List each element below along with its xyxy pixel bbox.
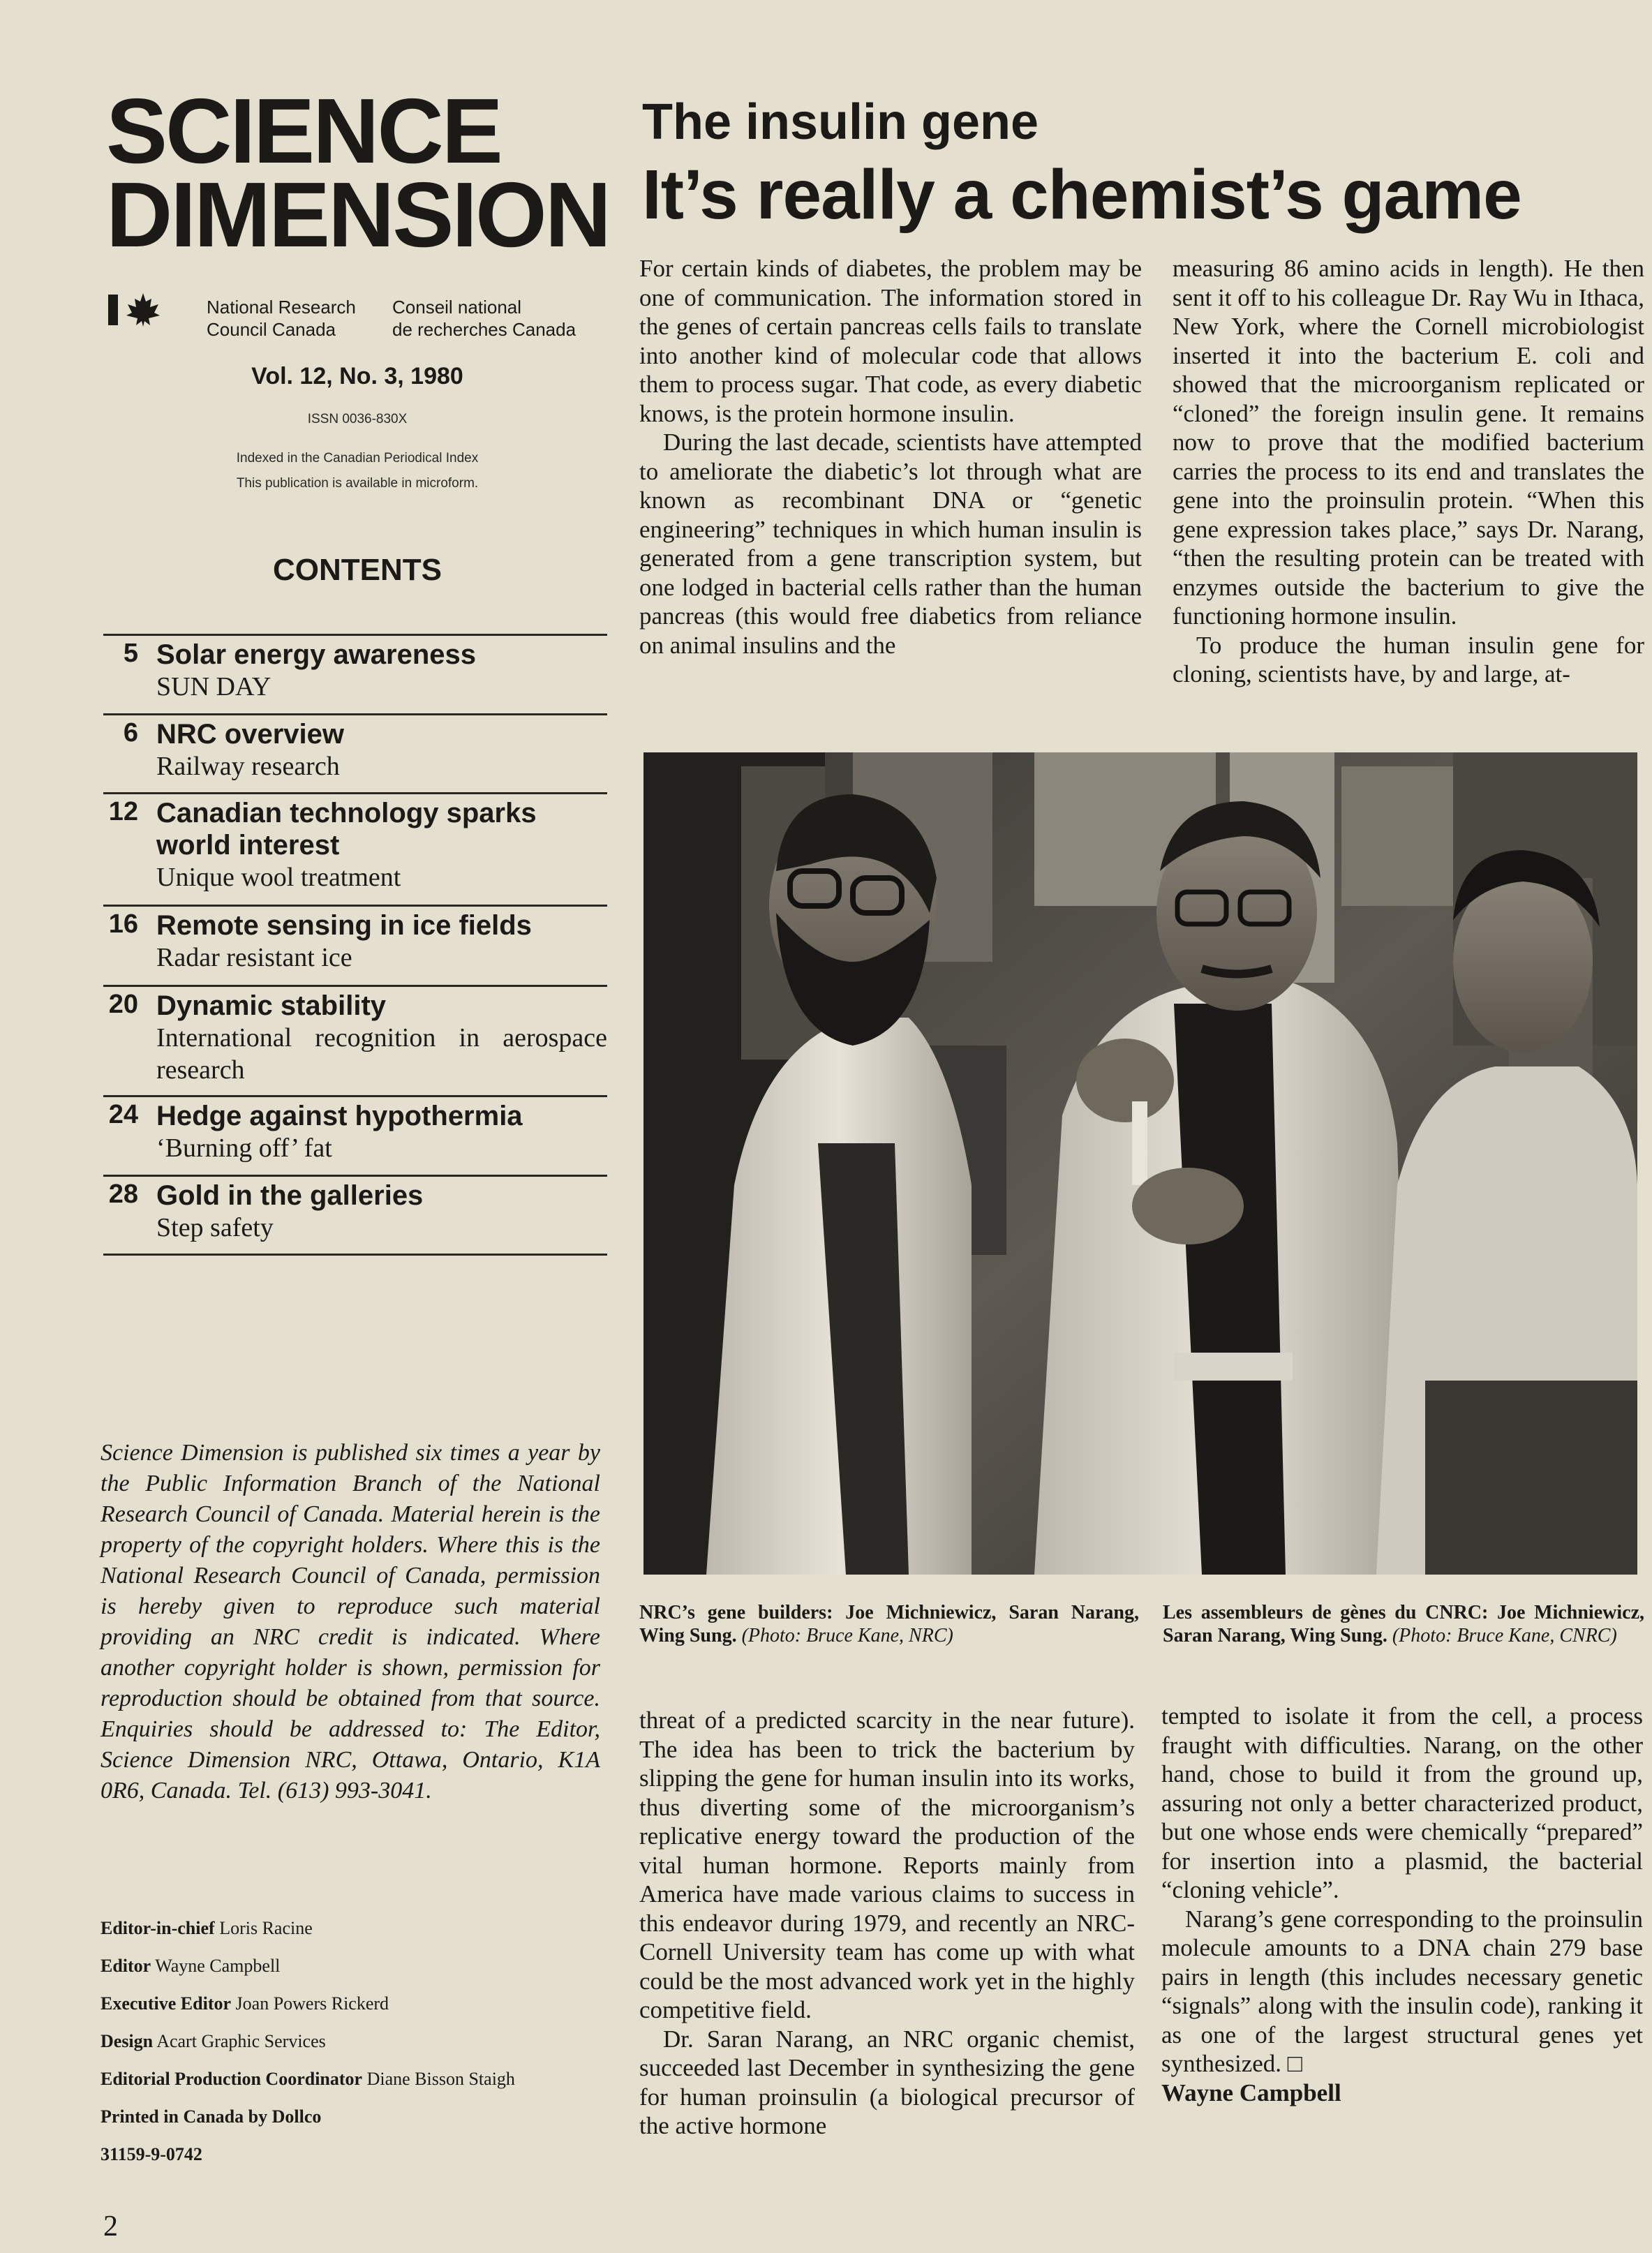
toc-subtitle: International recognition in aerospace research bbox=[156, 1023, 607, 1085]
article-column-3 bbox=[639, 1706, 1135, 2141]
toc-item[interactable] bbox=[103, 634, 607, 713]
paragraph: During the last decade, scientists have attempted to ameliorate the diabetic’s lot through what are known as recombinant DNA or “genetic engineering” techniques in which human insulin is generated from a gene transcription system, but one lodged in bacterial cells rather than the human pancreas (this would free diabetics from reliance on animal insulins and the bbox=[639, 429, 1142, 659]
toc-title: NRC overview bbox=[156, 719, 344, 750]
toc-title: Canadian technology sparks world interest bbox=[156, 798, 537, 861]
toc-title: Solar energy awareness bbox=[156, 639, 477, 670]
issn: ISSN 0036-830X bbox=[307, 412, 408, 426]
toc-subtitle: SUN DAY bbox=[156, 672, 271, 701]
toc-subtitle: ‘Burning off’ fat bbox=[156, 1133, 332, 1163]
publication-note: Science Dimension is published six times a year by the Public Information Branch of the National Research Council of Canada. Material herein is the property of the copyright holders. Where this is the National Research Council of Canada, permission is hereby given to reproduce such material providing an NRC credit is indicated. Where another copyright holder is shown, permission for reproduction should be obtained from that source. Enquiries should be addressed to: The Editor, Science Dimension NRC, Ottawa, Ontario, K1A 0R6, Canada. Tel. (613) 993-3041. bbox=[101, 1440, 600, 1804]
paragraph: measuring 86 amino acids in length). He then sent it off to his colleague Dr. Ray Wu in Ithaca, New York, where the Cornell microbiologist inserted it into the bacterium E. coli and showed that the microorganism replicated or “cloned” the foreign insulin gene. It remains now to prove that the modified bacterium carries the process to its end and translates the gene into the proinsulin protein. “When this gene expression takes place,” says Dr. Narang, “then the resulting protein can be treated with enzymes outside the bacterium to give the functioning hormone insulin. bbox=[1173, 255, 1644, 630]
paragraph: threat of a predicted scarcity in the near future). The idea has been to trick the bacterium by slipping the gene for human insulin into its works, thus diverting some of the microorganism’s replicative energy toward the production of the vital human hormone. Reports mainly from America have made various claims to success in this endeavor during 1979, and recently an NRC-Cornell University team has come up with what could be the most advanced work yet in the highly competitive field. bbox=[639, 1707, 1135, 2023]
toc-title: Hedge against hypothermia bbox=[156, 1101, 523, 1131]
paragraph: To produce the human insulin gene for cloning, scientists have, by and large, at- bbox=[1173, 631, 1644, 687]
canada-flag-icon bbox=[108, 292, 171, 328]
article-column-2 bbox=[1173, 254, 1644, 689]
issue-volume: Vol. 12, No. 3, 1980 bbox=[251, 363, 463, 389]
index-note: Indexed in the Canadian Periodical Index bbox=[236, 451, 479, 466]
publisher-en: National Research Council Canada bbox=[207, 297, 356, 340]
paragraph: For certain kinds of diabetes, the problem may be one of communication. The information stored in the genes of certain pancreas cells fails to translate into another kind of molecular code that allows them to process sugar. That code, as every diabetic knows, is the protein hormone insulin. bbox=[639, 255, 1142, 427]
article-column-1 bbox=[639, 254, 1142, 660]
credit-line: Executive Editor Joan Powers Rickerd bbox=[101, 1993, 389, 2014]
credit-line: Printed in Canada by Dollco bbox=[101, 2106, 322, 2127]
credit-line: Editor Wayne Campbell bbox=[101, 1956, 281, 1976]
credit-line: Editorial Production Coordinator Diane Bisson Staigh bbox=[101, 2069, 515, 2089]
photo-caption-en: NRC’s gene builders: Joe Michniewicz, Saran Narang, Wing Sung. (Photo: Bruce Kane, NRC) bbox=[639, 1602, 1139, 1646]
masthead-line-1: SCIENCE bbox=[106, 80, 501, 182]
paragraph: Dr. Saran Narang, an NRC organic chemist, succeeded last December in synthesizing the gene for human proinsulin (a biological precursor of the active hormone bbox=[639, 2025, 1135, 2139]
microform-note: This publication is available in microform. bbox=[236, 476, 479, 491]
author-byline: Wayne Campbell bbox=[1161, 2079, 1341, 2106]
toc-item[interactable] bbox=[103, 792, 607, 905]
toc-item[interactable] bbox=[103, 985, 607, 1095]
paragraph: Narang’s gene corresponding to the proinsulin molecule amounts to a DNA chain 279 base pairs in length (this includes necessary genetic “signals” along with the insulin code), ranking it as one of the largest structural genes yet synthesized. □ bbox=[1161, 1905, 1643, 2077]
credit-line: Editor-in-chief Loris Racine bbox=[101, 1918, 313, 1938]
toc-page-number: 12 bbox=[108, 797, 138, 826]
article-column-4 bbox=[1161, 1702, 1643, 2107]
toc-page-number: 6 bbox=[123, 718, 138, 748]
contents-heading: CONTENTS bbox=[273, 553, 442, 587]
toc-item[interactable] bbox=[103, 1175, 607, 1256]
paragraph: tempted to isolate it from the cell, a process fraught with difficulties. Narang, on the other hand, chose to build it from the ground up, assuring not only a better characterized product, but one whose ends were chemically “prepared” for insertion into a plasmid, the bacterial “cloning vehicle”. bbox=[1161, 1702, 1643, 1903]
credit-line: 31159-9-0742 bbox=[101, 2144, 202, 2164]
toc-page-number: 16 bbox=[108, 909, 138, 939]
toc-page-number: 5 bbox=[123, 639, 138, 668]
toc-subtitle: Radar resistant ice bbox=[156, 943, 352, 972]
credit-line: Design Acart Graphic Services bbox=[101, 2031, 326, 2051]
page-number: 2 bbox=[103, 2210, 118, 2243]
masthead-line-2: DIMENSION bbox=[106, 163, 610, 266]
masthead-title bbox=[106, 80, 610, 266]
toc-page-number: 24 bbox=[108, 1100, 138, 1129]
toc-title: Gold in the galleries bbox=[156, 1180, 424, 1211]
toc-item[interactable] bbox=[103, 905, 607, 985]
article-headline: It’s really a chemist’s game bbox=[642, 156, 1521, 234]
toc-subtitle: Step safety bbox=[156, 1213, 274, 1242]
toc-item[interactable] bbox=[103, 713, 607, 792]
toc-subtitle: Unique wool treatment bbox=[156, 863, 401, 892]
photo-caption-fr: Les assembleurs de gènes du CNRC: Joe Michniewicz, Saran Narang, Wing Sung. (Photo: Bruce Kane, CNRC) bbox=[1163, 1602, 1644, 1646]
toc-subtitle: Railway research bbox=[156, 752, 340, 781]
lab-photograph bbox=[643, 752, 1637, 1575]
toc-item[interactable] bbox=[103, 1095, 607, 1175]
toc-page-number: 20 bbox=[108, 990, 138, 1019]
toc-title: Remote sensing in ice fields bbox=[156, 910, 532, 941]
publisher-fr: Conseil national de recherches Canada bbox=[392, 297, 576, 340]
article-kicker: The insulin gene bbox=[642, 94, 1039, 150]
toc-title: Dynamic stability bbox=[156, 990, 387, 1021]
toc-page-number: 28 bbox=[108, 1180, 138, 1209]
